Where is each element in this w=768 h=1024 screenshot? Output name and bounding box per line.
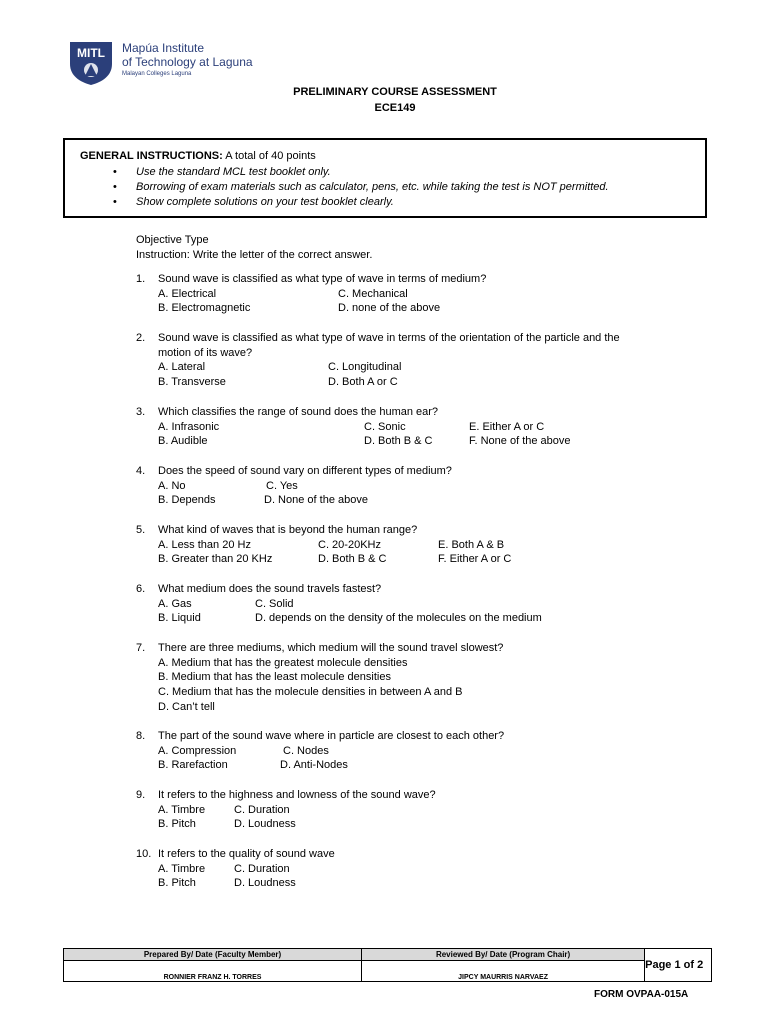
answer-option: D. depends on the density of the molecules on the medium — [255, 612, 542, 625]
instruction-item: • Show complete solutions on your test booklet clearly. — [113, 195, 609, 210]
answer-option: A. Timbre — [158, 862, 206, 875]
logo-text: MITL — [77, 46, 105, 60]
answer-option: C. Sonic — [364, 420, 406, 433]
question-number: 5. — [136, 524, 146, 536]
question-10 — [136, 847, 335, 891]
option-row — [136, 876, 335, 891]
answer-option: B. Electromagnetic — [158, 302, 251, 315]
option-row — [136, 803, 436, 818]
question-text: It refers to the highness and lowness of the sound wave? — [158, 789, 436, 801]
answer-option: E. Both A & B — [438, 538, 505, 551]
signature-table — [63, 948, 712, 982]
option-row — [136, 656, 503, 671]
answer-option: A. Timbre — [158, 803, 206, 816]
question-number: 8. — [136, 730, 146, 742]
option-row — [136, 597, 381, 612]
instruction-item: • Borrowing of exam materials such as calculator, pens, etc. while taking the test is NOT permitted. — [113, 180, 609, 195]
page-current: 1 — [674, 959, 681, 971]
answer-option: A. No — [158, 479, 186, 492]
question-number: 4. — [136, 465, 146, 477]
general-instructions-heading — [80, 150, 316, 162]
answer-option: A. Lateral — [158, 361, 206, 374]
answer-option: B. Liquid — [158, 612, 201, 625]
answer-option: B. Audible — [158, 435, 208, 448]
answer-option: E. Either A or C — [469, 420, 545, 433]
page-indicator — [645, 949, 712, 982]
answer-option: F. None of the above — [469, 435, 571, 448]
institution-logo — [68, 40, 114, 86]
question-stem — [136, 582, 381, 597]
answer-option: B. Medium that has the least molecule densities — [158, 671, 391, 684]
institution-name — [122, 41, 253, 69]
option-row — [136, 552, 512, 567]
question-text: The part of the sound wave where in particle are closest to each other? — [158, 730, 505, 742]
answer-option: C. Duration — [234, 862, 290, 875]
question-6 — [136, 582, 542, 626]
question-stem — [136, 346, 620, 361]
answer-option: C. Yes — [266, 479, 298, 492]
prepared-by-label: Prepared By/ Date (Faculty Member) — [64, 949, 362, 961]
answer-option: D. Anti-Nodes — [280, 759, 348, 772]
option-row — [136, 420, 545, 435]
option-row — [136, 744, 504, 759]
question-1 — [136, 272, 486, 316]
option-row — [136, 375, 620, 390]
question-stem — [136, 272, 486, 287]
question-number: 10. — [136, 848, 152, 860]
answer-option: B. Depends — [158, 494, 216, 507]
answer-option: B. Rarefaction — [158, 759, 228, 772]
question-text: Sound wave is classified as what type of wave in terms of the orientation of the particle and the — [158, 332, 620, 344]
option-row — [136, 479, 452, 494]
question-8 — [136, 729, 504, 773]
question-stem — [136, 405, 438, 420]
instruction-item: • Use the standard MCL test booklet only. — [113, 165, 609, 180]
section-instruction: Instruction: Write the letter of the correct answer. — [136, 248, 373, 261]
reviewed-by-label: Reviewed By/ Date (Program Chair) — [362, 949, 645, 961]
question-number: 3. — [136, 406, 146, 418]
institution-line1: Mapúa Institute — [122, 41, 205, 55]
answer-option: B. Greater than 20 KHz — [158, 553, 273, 566]
section-type: Objective Type — [136, 234, 209, 246]
answer-option: C. Mechanical — [338, 287, 408, 300]
answer-option: D. None of the above — [264, 494, 368, 507]
question-number: 7. — [136, 642, 146, 654]
option-row — [136, 611, 542, 626]
answer-option: B. Pitch — [158, 818, 196, 831]
answer-option: C. Medium that has the molecule densities in between A and B — [158, 686, 463, 699]
answer-option: A. Compression — [158, 744, 237, 757]
question-2 — [136, 331, 620, 390]
question-stem — [136, 729, 504, 744]
answer-option: D. Both A or C — [328, 376, 398, 389]
answer-option: C. Nodes — [283, 744, 329, 757]
question-4 — [136, 464, 452, 508]
question-text: What kind of waves that is beyond the human range? — [158, 524, 418, 536]
question-text: motion of its wave? — [158, 346, 253, 359]
option-row — [136, 862, 335, 877]
answer-option: F. Either A or C — [438, 553, 512, 566]
option-row — [136, 493, 452, 508]
answer-option: B. Transverse — [158, 376, 226, 389]
question-stem — [136, 523, 417, 538]
option-row — [136, 301, 486, 316]
answer-option: A. Gas — [158, 597, 192, 610]
question-stem — [136, 641, 503, 656]
question-7 — [136, 641, 503, 714]
answer-option: D. Both B & C — [318, 553, 387, 566]
option-row — [136, 434, 571, 449]
question-number: 6. — [136, 583, 146, 595]
institution-subtitle: Malayan Colleges Laguna — [122, 71, 192, 77]
gi-points: A total of 40 points — [225, 150, 316, 162]
question-text: Does the speed of sound vary on different types of medium? — [158, 465, 452, 477]
question-text: What medium does the sound travels fastest? — [158, 583, 382, 595]
page-total: 2 — [697, 959, 704, 971]
answer-option: C. Duration — [234, 803, 290, 816]
answer-option: C. Longitudinal — [328, 361, 402, 374]
question-number: 9. — [136, 789, 146, 801]
question-stem — [136, 788, 436, 803]
gi-heading-label: GENERAL INSTRUCTIONS: — [80, 150, 223, 162]
general-instructions-box — [63, 138, 707, 218]
option-row — [136, 685, 503, 700]
question-text: Sound wave is classified as what type of wave in terms of medium? — [158, 273, 487, 285]
option-row — [136, 817, 436, 832]
question-text: Which classifies the range of sound does the human ear? — [158, 406, 439, 418]
option-row — [136, 700, 503, 715]
answer-option: D. Both B & C — [364, 435, 433, 448]
answer-option: D. Loudness — [234, 877, 296, 890]
question-number: 2. — [136, 332, 146, 344]
question-9 — [136, 788, 436, 832]
question-text: There are three mediums, which medium will the sound travel slowest? — [158, 642, 504, 654]
option-row — [136, 670, 503, 685]
answer-option: D. Loudness — [234, 818, 296, 831]
course-code: ECE149 — [374, 102, 416, 114]
form-number: FORM OVPAA-015A — [594, 989, 689, 1000]
answer-option: D. Can’t tell — [158, 700, 215, 713]
answer-option: A. Medium that has the greatest molecule densities — [158, 656, 408, 669]
answer-option: C. Solid — [255, 597, 294, 610]
answer-option: D. none of the above — [338, 302, 441, 315]
reviewed-by-name: JIPCY MAURRIS NARVAEZ — [362, 961, 645, 982]
institution-line2: of Technology at Laguna — [122, 55, 253, 69]
answer-option: C. 20-20KHz — [318, 538, 381, 551]
answer-option: B. Pitch — [158, 877, 196, 890]
question-5 — [136, 523, 512, 567]
prepared-by-name: RONNIER FRANZ H. TORRES — [64, 961, 362, 982]
document-title: PRELIMINARY COURSE ASSESSMENT — [293, 86, 497, 98]
question-stem — [136, 464, 452, 479]
page-of: of — [683, 959, 695, 971]
option-row — [136, 360, 620, 375]
answer-option: A. Infrasonic — [158, 420, 220, 433]
question-stem — [136, 847, 335, 862]
question-3 — [136, 405, 571, 449]
objective-section — [136, 233, 372, 262]
page-prefix: Page — [645, 959, 672, 971]
answer-option: A. Electrical — [158, 287, 217, 300]
option-row — [136, 758, 504, 773]
option-row — [136, 538, 505, 553]
general-instructions-list — [113, 165, 609, 210]
option-row — [136, 287, 486, 302]
question-stem — [136, 331, 620, 346]
question-text: It refers to the quality of sound wave — [158, 848, 335, 860]
answer-option: A. Less than 20 Hz — [158, 538, 251, 551]
question-number: 1. — [136, 273, 146, 285]
